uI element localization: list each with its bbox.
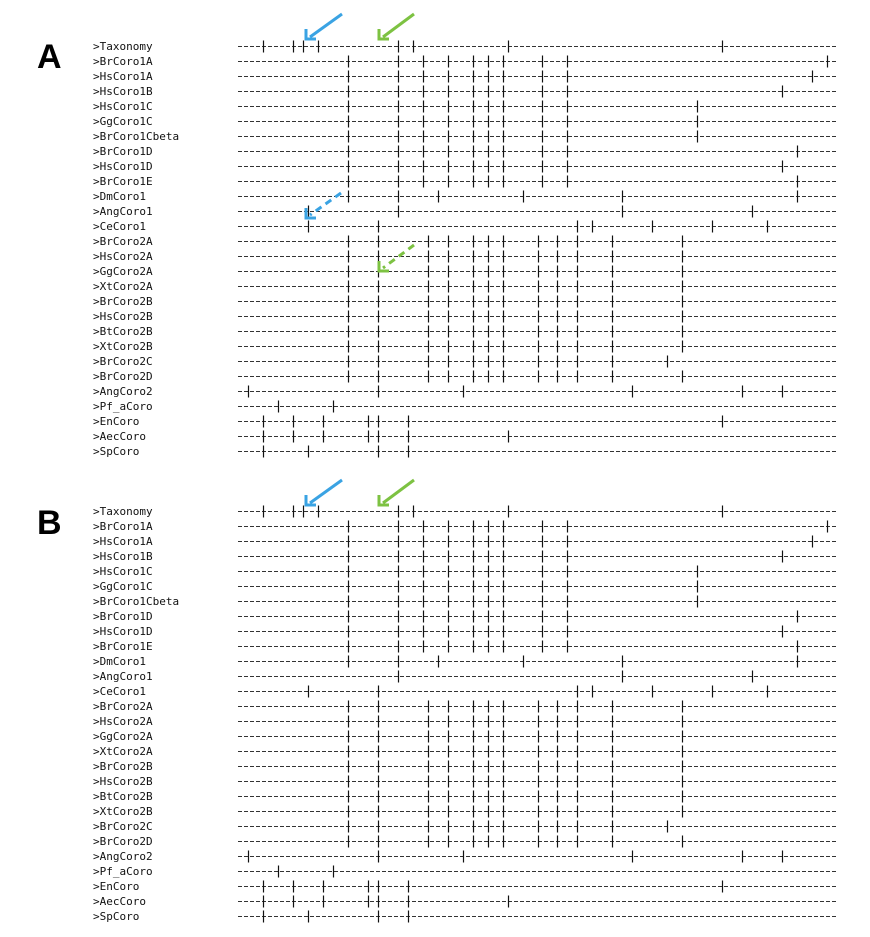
alignment-track [0, 534, 870, 549]
alignment-track [0, 699, 870, 714]
sequence-row [0, 204, 870, 219]
sequence-row [0, 219, 870, 234]
sequence-row [0, 594, 870, 609]
sequence-name: >HsCoro1C [93, 565, 153, 578]
alignment-track [0, 714, 870, 729]
sequence-row [0, 279, 870, 294]
alignment-track [0, 414, 870, 429]
alignment-track [0, 294, 870, 309]
alignment-track [0, 84, 870, 99]
alignment-track [0, 594, 870, 609]
sequence-row [0, 519, 870, 534]
sequence-name: >GgCoro1C [93, 115, 153, 128]
alignment-track [0, 204, 870, 219]
sequence-row [0, 159, 870, 174]
alignment-track [0, 849, 870, 864]
sequence-row [0, 789, 870, 804]
sequence-name: >BrCoro2B [93, 295, 153, 308]
alignment-track [0, 519, 870, 534]
sequence-name: >HsCoro1B [93, 550, 153, 563]
panel-label-b: B [37, 504, 62, 542]
sequence-name: >HsCoro1A [93, 535, 153, 548]
sequence-row [0, 639, 870, 654]
sequence-name: >BrCoro1Cbeta [93, 130, 180, 143]
alignment-track [0, 249, 870, 264]
sequence-row [0, 834, 870, 849]
alignment-track [0, 324, 870, 339]
green-arrow-icon [379, 14, 414, 39]
sequence-name: >SpCoro [93, 910, 140, 923]
sequence-row [0, 564, 870, 579]
sequence-name: >DmCoro1 [93, 655, 146, 668]
sequence-name: >HsCoro1C [93, 100, 153, 113]
sequence-row [0, 549, 870, 564]
sequence-row [0, 669, 870, 684]
alignment-track [0, 879, 870, 894]
alignment-track [0, 399, 870, 414]
sequence-row [0, 54, 870, 69]
sequence-row [0, 624, 870, 639]
alignment-track [0, 54, 870, 69]
sequence-row [0, 654, 870, 669]
sequence-name: >DmCoro1 [93, 190, 146, 203]
sequence-row [0, 444, 870, 459]
sequence-name: >BrCoro2D [93, 835, 153, 848]
alignment-track [0, 144, 870, 159]
sequence-name: >BrCoro2A [93, 700, 153, 713]
sequence-name: >BrCoro1A [93, 520, 153, 533]
sequence-row [0, 729, 870, 744]
sequence-name: >AecCoro [93, 895, 146, 908]
sequence-name: >BrCoro1D [93, 145, 153, 158]
sequence-row [0, 714, 870, 729]
sequence-name: >EnCoro [93, 880, 140, 893]
sequence-name: >AngCoro2 [93, 850, 153, 863]
alignment-track [0, 264, 870, 279]
alignment-track [0, 99, 870, 114]
sequence-row [0, 84, 870, 99]
sequence-name: >BrCoro1D [93, 610, 153, 623]
sequence-name: >AngCoro2 [93, 385, 153, 398]
sequence-name: >BrCoro2C [93, 355, 153, 368]
sequence-name: >HsCoro1A [93, 70, 153, 83]
sequence-row [0, 414, 870, 429]
sequence-name: >XtCoro2B [93, 805, 153, 818]
alignment-track [0, 39, 870, 54]
alignment-track [0, 819, 870, 834]
sequence-name: >SpCoro [93, 445, 140, 458]
blue-arrow-icon [306, 480, 342, 505]
alignment-track [0, 429, 870, 444]
sequence-name: >BrCoro2A [93, 235, 153, 248]
sequence-name: >AecCoro [93, 430, 146, 443]
sequence-row [0, 384, 870, 399]
sequence-row [0, 909, 870, 924]
alignment-track [0, 234, 870, 249]
sequence-row [0, 744, 870, 759]
sequence-row [0, 294, 870, 309]
alignment-track [0, 759, 870, 774]
alignment-track [0, 174, 870, 189]
sequence-row [0, 579, 870, 594]
sequence-row [0, 324, 870, 339]
sequence-name: >GgCoro2A [93, 730, 153, 743]
sequence-row [0, 144, 870, 159]
alignment-track [0, 804, 870, 819]
sequence-row [0, 309, 870, 324]
alignment-track [0, 504, 870, 519]
alignment-track [0, 159, 870, 174]
sequence-name: >HsCoro2B [93, 310, 153, 323]
sequence-name: >BtCoro2B [93, 325, 153, 338]
sequence-name: >Pf_aCoro [93, 400, 153, 413]
sequence-row [0, 534, 870, 549]
sequence-row [0, 189, 870, 204]
alignment-track [0, 909, 870, 924]
sequence-name: >XtCoro2B [93, 340, 153, 353]
alignment-track [0, 339, 870, 354]
alignment-track [0, 654, 870, 669]
sequence-name: >Pf_aCoro [93, 865, 153, 878]
sequence-row [0, 399, 870, 414]
alignment-track [0, 189, 870, 204]
sequence-name: >HsCoro1D [93, 625, 153, 638]
alignment-track [0, 624, 870, 639]
alignment-track [0, 744, 870, 759]
alignment-track [0, 894, 870, 909]
sequence-name: >AngCoro1 [93, 670, 153, 683]
sequence-row [0, 129, 870, 144]
sequence-name: >GgCoro2A [93, 265, 153, 278]
sequence-row [0, 249, 870, 264]
alignment-track [0, 369, 870, 384]
sequence-row [0, 39, 870, 54]
sequence-row [0, 234, 870, 249]
sequence-row [0, 99, 870, 114]
sequence-row [0, 354, 870, 369]
sequence-row [0, 264, 870, 279]
sequence-name: >BrCoro2D [93, 370, 153, 383]
alignment-track [0, 789, 870, 804]
sequence-name: >BtCoro2B [93, 790, 153, 803]
sequence-name: >BrCoro1Cbeta [93, 595, 180, 608]
sequence-row [0, 759, 870, 774]
sequence-name: >BrCoro2C [93, 820, 153, 833]
sequence-row [0, 894, 870, 909]
sequence-name: >HsCoro2A [93, 250, 153, 263]
sequence-name: >XtCoro2A [93, 280, 153, 293]
sequence-name: >Taxonomy [93, 40, 153, 53]
alignment-track [0, 279, 870, 294]
green-arrow-icon [379, 480, 414, 505]
sequence-name: >BrCoro2B [93, 760, 153, 773]
alignment-track [0, 684, 870, 699]
sequence-name: >AngCoro1 [93, 205, 153, 218]
sequence-row [0, 339, 870, 354]
sequence-name: >EnCoro [93, 415, 140, 428]
alignment-track [0, 309, 870, 324]
sequence-row [0, 174, 870, 189]
sequence-name: >GgCoro1C [93, 580, 153, 593]
alignment-track [0, 69, 870, 84]
alignment-track [0, 834, 870, 849]
alignment-track [0, 864, 870, 879]
sequence-row [0, 774, 870, 789]
sequence-row [0, 684, 870, 699]
alignment-track [0, 579, 870, 594]
sequence-name: >CeCoro1 [93, 685, 146, 698]
alignment-track [0, 669, 870, 684]
sequence-name: >BrCoro1A [93, 55, 153, 68]
alignment-track [0, 609, 870, 624]
sequence-name: >XtCoro2A [93, 745, 153, 758]
sequence-name: >BrCoro1E [93, 175, 153, 188]
sequence-row [0, 819, 870, 834]
sequence-row [0, 849, 870, 864]
sequence-name: >HsCoro2A [93, 715, 153, 728]
alignment-track [0, 129, 870, 144]
sequence-row [0, 69, 870, 84]
panel-label-a: A [37, 38, 62, 76]
sequence-name: >HsCoro1B [93, 85, 153, 98]
sequence-name: >HsCoro2B [93, 775, 153, 788]
alignment-track [0, 639, 870, 654]
sequence-row [0, 429, 870, 444]
sequence-name: >BrCoro1E [93, 640, 153, 653]
sequence-row [0, 114, 870, 129]
alignment-track [0, 444, 870, 459]
sequence-row [0, 699, 870, 714]
sequence-row [0, 369, 870, 384]
sequence-row [0, 864, 870, 879]
sequence-name: >Taxonomy [93, 505, 153, 518]
sequence-row [0, 804, 870, 819]
alignment-track [0, 114, 870, 129]
sequence-row [0, 879, 870, 894]
sequence-name: >HsCoro1D [93, 160, 153, 173]
sequence-row [0, 504, 870, 519]
sequence-row [0, 609, 870, 624]
alignment-track [0, 549, 870, 564]
alignment-track [0, 384, 870, 399]
alignment-track [0, 729, 870, 744]
alignment-track [0, 219, 870, 234]
alignment-track [0, 564, 870, 579]
alignment-track [0, 774, 870, 789]
alignment-track [0, 354, 870, 369]
blue-arrow-icon [306, 14, 342, 39]
sequence-name: >CeCoro1 [93, 220, 146, 233]
